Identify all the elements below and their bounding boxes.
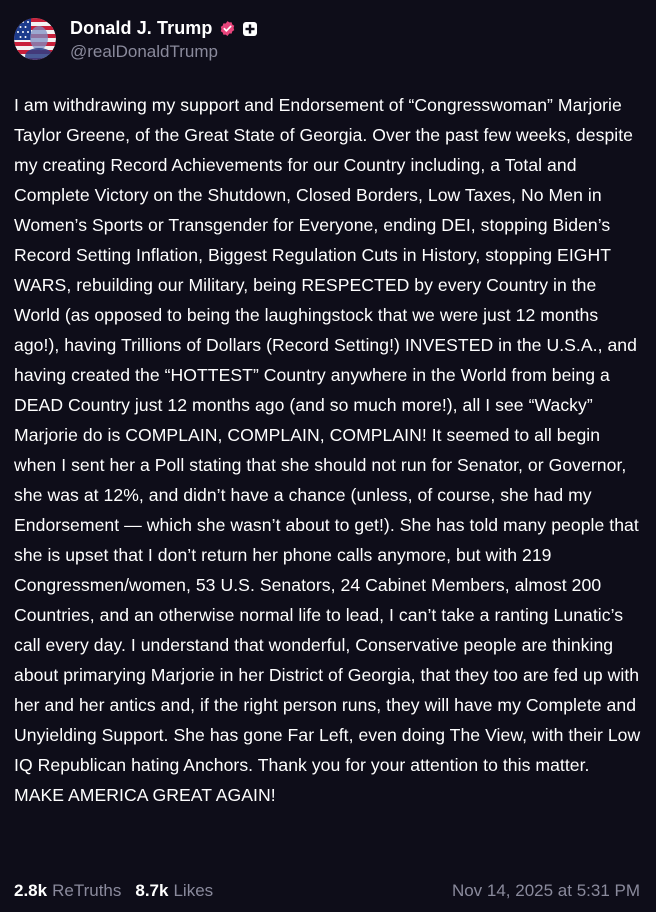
display-name[interactable]: Donald J. Trump [70,18,213,38]
likes-stat[interactable] [135,881,213,901]
post-timestamp[interactable]: Nov 14, 2025 at 5:31 PM [451,881,640,900]
post-body-text: I am withdrawing my support and Endorsement of “Congresswoman” Marjorie Taylor Greene, of the Great State of Georgia. Over the past few weeks, despite my creating Record Achievements for our Country including, a Total and Complete Victory on the Shutdown, Closed Borders, Low Taxes, No Men in Women’s Sports or Transgender for Everyone, ending DEI, stopping Biden’s Record Setting Inflation, Biggest Regulation Cuts in History, stopping EIGHT WARS, rebuilding our Military, being RESPECTED by every Country in the World (as opposed to being the laughingstock that we were just 12 months ago!), having Trillions of Dollars (Record Setting!) INVESTED in the U.S.A., and having created the “HOTTEST” Country anywhere in the World from being a DEAD Country just 12 months ago (and so much more!), all I see “Wacky” Marjorie do is COMPLAIN, COMPLAIN, COMPLAIN! It seemed to all begin when I sent her a Poll stating that she should not run for Senator, or Governor, she was at 12%, and didn’t have a chance (unless, of course, she had my Endorsement — which she wasn’t about to get!). She has told many people that she is upset that I don’t return her phone calls anymore, but with 219 Congressmen/women, 53 U.S. Senators, 24 Cabinet Members, almost 200 Countries, and an otherwise normal life to lead, I can’t take a ranting Lunatic’s call every day. I understand that wonderful, Conservative people are thinking about primarying Marjorie in her District of Georgia, that they too are fed up with her and her antics and, if the right person runs, they will have my Complete and Unyielding Support. She has gone Far Left, even doing The View, with their Low IQ Republican hating Anchors. Thank you for your attention to this matter. MAKE AMERICA GREAT AGAIN! [14,95,641,805]
retruths-count: 2.8k [14,881,48,900]
plus-badge-icon [242,21,258,37]
likes-count: 8.7k [135,881,169,900]
retruths-label: ReTruths [52,881,122,900]
post-header [14,15,258,63]
retruths-stat[interactable] [14,881,121,901]
avatar[interactable] [14,18,56,60]
post-footer [14,877,640,905]
author-block [70,17,258,62]
flag-avatar-icon [14,18,56,60]
author-handle[interactable]: @realDonaldTrump [70,41,218,61]
likes-label: Likes [173,881,214,900]
verified-badge-icon [219,20,236,37]
name-row [70,17,258,41]
